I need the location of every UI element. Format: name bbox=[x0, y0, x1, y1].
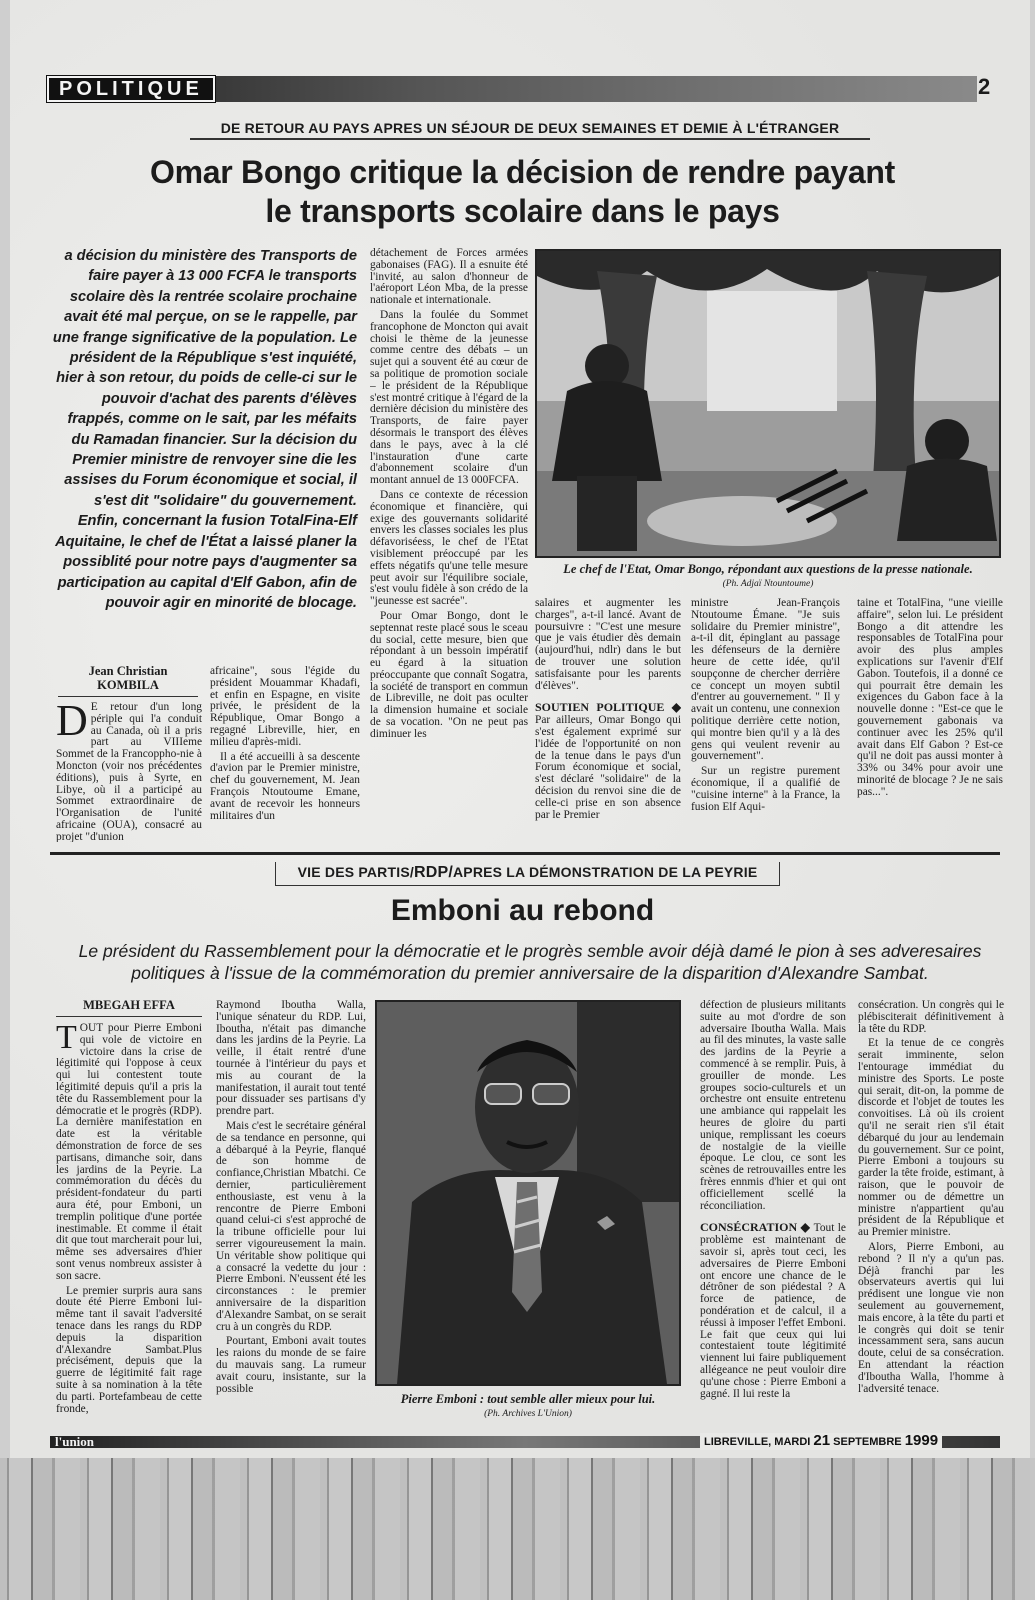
deck-line: Le président du Rassemblement pour la démocratie et le progrès semble avoir déjà damé le pion à ses adveresaires bbox=[78, 941, 982, 961]
article2-kicker bbox=[275, 862, 780, 886]
headline-line: Omar Bongo critique la décision de rendre payant bbox=[150, 154, 895, 190]
caption-text: Pierre Emboni : tout semble aller mieux pour lui. bbox=[400, 1392, 656, 1406]
photo-credit: (Ph. Archives L'Union) bbox=[484, 1409, 572, 1419]
photo-caption bbox=[375, 1392, 681, 1419]
article1-column-4 bbox=[535, 598, 681, 842]
paragraph: Alors, Pierre Emboni, au rebond ? Il n'y a qu'un pas. Déjà franchi par les observateurs avertis qui lui prédisent une longue vie non seulement au gouvernement, mais encore, à la tête du parti et le congrès qui doit se tenir incessamment sera, sans aucun doute, celui de sa consécration. En attendant la réaction d'Iboutha Walla, l'homme à l'adversité tenace. bbox=[858, 1240, 1004, 1395]
drop-cap: D bbox=[56, 702, 88, 745]
paragraph: Il a été accueilli à sa descente d'avion par le Premier ministre, chef du gouvernement, M. Jean François Ntoutoume Emane, avant de recevoir les honneurs militaires d'un bbox=[210, 750, 360, 822]
article1-headline bbox=[40, 153, 1005, 231]
photo-pierre-emboni bbox=[375, 1000, 681, 1386]
photo-press-conference bbox=[535, 249, 1001, 558]
article1-column-6 bbox=[857, 598, 1003, 842]
caption-text: Le chef de l'Etat, Omar Bongo, répondant aux questions de la presse nationale. bbox=[563, 562, 973, 576]
subhead: CONSÉCRATION ◆ bbox=[700, 1220, 811, 1235]
section-label: POLITIQUE bbox=[47, 76, 215, 102]
article1-column-5 bbox=[691, 598, 840, 842]
dateline-place: LIBREVILLE, MARDI bbox=[704, 1436, 811, 1448]
paragraph: OUT pour Pierre Emboni qui vole de victoire en victoire dans la crise de légitimité qui l'oppose à ceux qui lui contestent toute légitimité depuis qu'il a pris la tête du Rassemblement pour la démocratie et le progrès (RDP). La dernière manifestation en date est la véritable démonstration de force de ses partisans, dimanche soir, dans les jardins de la Peyrie. La commémoration du décès du président-fondateur du parti aura été, pour Emboni, un tremplin politique d'une portée inestimable. Et comme il était dit que tout marcherait pour lui, même ses adversaires d'hier sont venus nombreux assister à son sacre. bbox=[56, 1022, 202, 1282]
paragraph: Pour Omar Bongo, dont le septennat reste placé sous le sceau du social, cette mesure, bien que répondant à un bessoin impératif eu égard à la situation préoccupante que connaît Sogatra, la société de transport en commun de Libreville, ne doit pas oculter la dimension humaine et sociale de sa vocation. "On ne peut pas diminuer les bbox=[370, 609, 528, 740]
paragraph: ministre Jean-François Ntoutoume Émane. "Je suis solidaire du Premier ministre", a-t-il dit, épinglant au passage les défenseurs de la dernière heure de cette idée, qu'il soupçonne de chercher derrière ce concept un moyen subtil d'entrer au gouvernement. " Il y avait un contenu, une connexion politique derrière cette notion, qui montre bien qu'il y a là des gens qui veulent revenir au gouvernement". bbox=[691, 598, 840, 763]
article1-column-1 bbox=[56, 702, 202, 842]
paragraph: consécration. Un congrès qui le plébisciterait définitivement à la tête du RDP. bbox=[858, 1000, 1004, 1035]
article2-column-5 bbox=[858, 1000, 1004, 1428]
deck-line: politiques à l'issue de la commémoration du premier anniversaire de la disparition d'Alexandre Sambat. bbox=[131, 963, 929, 983]
paragraph: Pourtant, Emboni avait toutes les raions du monde de se faire du mauvais sang. La rumeur avait couru, insistante, sur la possible bbox=[216, 1335, 366, 1395]
article1-column-3 bbox=[370, 248, 528, 842]
byline-surname: KOMBILA bbox=[97, 678, 159, 692]
kicker-part: VIE DES PARTIS/ bbox=[297, 864, 414, 880]
article2-column-1 bbox=[56, 998, 202, 1428]
paragraph: Tout le problème est maintenant de savoir si, après tout ceci, les adversaires de Pierre Emboni ont encore une chance de le détrôner de son piédestal ? A force de patience, de pondération et de calcul, il a réussi à imposer l'effet Emboni. Le fait que ceux qui lui contestaient toute légitimité viennent lui faire publiquement allégeance ne peut vouloir dire qu'une chose : Pierre Emboni a gagné. Il lui reste la bbox=[700, 1222, 846, 1400]
newspaper-name: l'union bbox=[55, 1434, 95, 1449]
article2-column-4 bbox=[700, 1000, 846, 1428]
dateline-year: 1999 bbox=[904, 1432, 939, 1449]
article2-column-2 bbox=[216, 1000, 366, 1428]
dateline-month: SEPTEMBRE bbox=[833, 1436, 902, 1448]
dateline bbox=[700, 1433, 942, 1450]
dateline-day: 21 bbox=[813, 1432, 831, 1449]
kicker-part: RDP/ bbox=[413, 864, 453, 881]
paragraph: africaine", sous l'égide du président Mouammar Khadafi, et enfin en Espagne, en visite privée, le président de la République, Omar Bongo a regagné Libreville, hier, en milieu d'après-midi. bbox=[210, 666, 360, 748]
paragraph: Par ailleurs, Omar Bongo qui s'est également exprimé sur l'idée de l'opportunité on non de la tenue dans le pays d'un Forum économique et social, s'est déclaré "solidaire" de la décision du renvoi sine die de celle-ci prise en son absence par le Premier bbox=[535, 714, 681, 821]
page-number: 2 bbox=[978, 74, 991, 99]
paragraph: salaires et augmenter les charges", a-t-il lancé. Avant de poursuivre : "C'est une mesure que je vais étudier dès demain (aujourd'hui, ndlr) dans le but de trouver une solution satisfaisante pour les parents d'élèves". bbox=[535, 598, 681, 692]
paragraph: Le premier surpris aura sans doute été Pierre Emboni lui-même tant il savait l'adversité tenace dans les rangs du RDP depuis la disparition d'Alexandre Sambat.Plus précisément, depuis que la guerre de légitimité fait rage suite à sa nomination à la tête du parti. Portefambeau de cette fronde, bbox=[56, 1284, 202, 1415]
subhead: SOUTIEN POLITIQUE ◆ bbox=[535, 700, 681, 715]
article1-column-2 bbox=[210, 666, 360, 842]
article1-kicker: DE RETOUR AU PAYS APRES UN SÉJOUR DE DEUX SEMAINES ET DEMIE À L'ÉTRANGER bbox=[190, 120, 870, 140]
photo-credit: (Ph. Adjaï Ntountoume) bbox=[722, 579, 814, 589]
article2-deck bbox=[55, 940, 1005, 984]
byline-name: Jean Christian bbox=[88, 664, 168, 678]
paragraph: Dans ce contexte de récession économique et financière, qui exige des gouvernants solidarité envers les classes sociales les plus défavoriséess, le chef de l'Etat visiblement préoccupé par les effets négatifs qu'une telle mesure peut avoir sur l'équilibre sociale, s'est voulu fidèle à son crédo de la "jeunesse est sacrée". bbox=[370, 488, 528, 608]
scanner-edge bbox=[0, 1458, 1035, 1600]
paragraph: Et la tenue de ce congrès serait imminente, selon l'entourage immédiat du ministre des Sports. Le poste qui serait, dit-on, la pomme de discorde et l'objet de toutes les convoitises. Là où ils croient qu'il ne serait rien s'il était débarqué du jour au lendemain du gouvernement. Sur ce point, Pierre Emboni a toujours su garder la tête froide, estimant, à raison, que le pouvoir de nommer ou de démettre un ministre n'appartient qu'au président de la République et au Premier ministre. bbox=[858, 1037, 1004, 1239]
paragraph: détachement de Forces armées gabonaises (FAG). Il a esnuite été l'invité, au salon d'honneur de l'aéroport Léon Mba, de la presse nationale et internationale. bbox=[370, 248, 528, 307]
paragraph: défection de plusieurs militants suite au mot d'ordre de son adversaire Iboutha Walla. Mais au fil des minutes, la vaste salle des jardins de la Peyrie a commencé à se remplir. Puis, à grouiller de monde. Les groupes socio-culturels et un orchestre ont ensuite entretenu une ambiance qui rappelait les heures de gloire du parti unique, remplissant les coeurs de nostalgie de la vieille époque. Le clou, ce sont les scènes de retrouvailles entre les frères ennmis d'hier et qui ont officiellement scellé la réconciliation. bbox=[700, 1000, 846, 1212]
paragraph: Mais c'est le secrétaire général de sa tendance en personne, qui a débarqué à la Peyrie, flanqué de son homme de confiance,Christian Mbatchi. Ce dernier, particulièrement enthousiaste, est venu à la rencontre de Pierre Emboni quand celui-ci s'est approché de la tribune officielle pour lui serrer vigoureusement la main. Un véritable show politique qui a consacré la vedette du jour : Pierre Emboni. N'eussent été les circonstances : le premier anniversaire de la disparition d'Alexandre Sambat, on se serait cru à un congrès du RDP. bbox=[216, 1119, 366, 1333]
article-separator bbox=[50, 852, 1000, 855]
photo-caption bbox=[535, 562, 1001, 589]
article2-headline: Emboni au rebond bbox=[390, 894, 655, 927]
kicker-part: APRES LA DÉMONSTRATION DE LA PEYRIE bbox=[452, 864, 758, 880]
article2-byline: MBEGAH EFFA bbox=[56, 998, 202, 1017]
paragraph: E retour d'un long périple qui l'a conduit au Canada, où il a pris part au VIIIeme Sommet de la Francoppho-nie à Moncton (voir nos précédentes éditions), puis à Syrte, en Libye, où il a participé au Sommet extraordinaire de l'Organisation de l'unité africaine (OUA), consacré au projet "d'union bbox=[56, 702, 202, 842]
headline-line: le transports scolaire dans le pays bbox=[265, 193, 780, 229]
paragraph: Sur un registre purement économique, il a qualifié de "cuisine interne" à la France, la fusion Elf Aqui- bbox=[691, 765, 840, 813]
article1-lead: a décision du ministère des Transports de faire payer à 13 000 FCFA le transports scolaire dès la rentrée scolaire prochaine avait été mal perçue, on se le rappelle, par une frange significative de la population. Le président de la République s'est inquiété, hier à son retour, du poids de celle-ci sur le pouvoir d'achat des parents d'élèves frappés, comme on le sait, par les méfaits du Ramadan financier. Sur la décision du Premier ministre de renvoyer sine die les assises du Forum économique et social, il s'est dit "solidaire" du gouvernement. Enfin, concernant la fusion TotalFina-Elf Aquitaine, le chef de l'État a laissé planer la possiblité pour notre pays d'augmenter sa participation au capital d'Elf Gabon, afin de pouvoir agir en minorité de blocage. bbox=[52, 248, 357, 611]
paragraph: taine et TotalFina, "une vieille affaire", selon lui. Le président Bongo a dit attendre les responsables de TotalFina pour avoir des plus amples explications sur l'avenir d'Elf Gabon. Toutefois, il a donné ce qui pourrait être demain les exigences du Gabon face à la nouvelle donne : "Est-ce que le gouvernement gabonais va continuer avec les 25% qu'il avait dans Elf Gabon ? Est-ce qu'il ne doit pas aussi monter à 33% ou 34% pour avoir une minorité de blocage ? Je ne sais pas...". bbox=[857, 598, 1003, 798]
paragraph: Dans la foulée du Sommet francophone de Moncton qui avait choisi le thème de la jeunesse comme centre des débats – un sujet qui a souvent été au cœur de sa politique de promotion sociale – le président de la République s'est montré critique à l'égard de la dernière décision du ministère des Transports, de faire payer désormais le transport des élèves dans le pays, avec à la clé l'instauration d'une carte d'abonnement scolaire d'un montant annuel de 13 000FCFA. bbox=[370, 308, 528, 487]
drop-cap: T bbox=[56, 1019, 77, 1056]
article1-byline bbox=[58, 664, 198, 697]
paragraph: Raymond Iboutha Walla, l'unique sénateur du RDP. Lui, Iboutha, n'était pas dimanche dans les jardins de la Peyrie. La veille, il était rentré d'une tournée à l'intérieur du pays et mis au courant de la manifestation, il aurait tout tenté pour dissuader ses partisans d'y prendre part. bbox=[216, 1000, 366, 1118]
